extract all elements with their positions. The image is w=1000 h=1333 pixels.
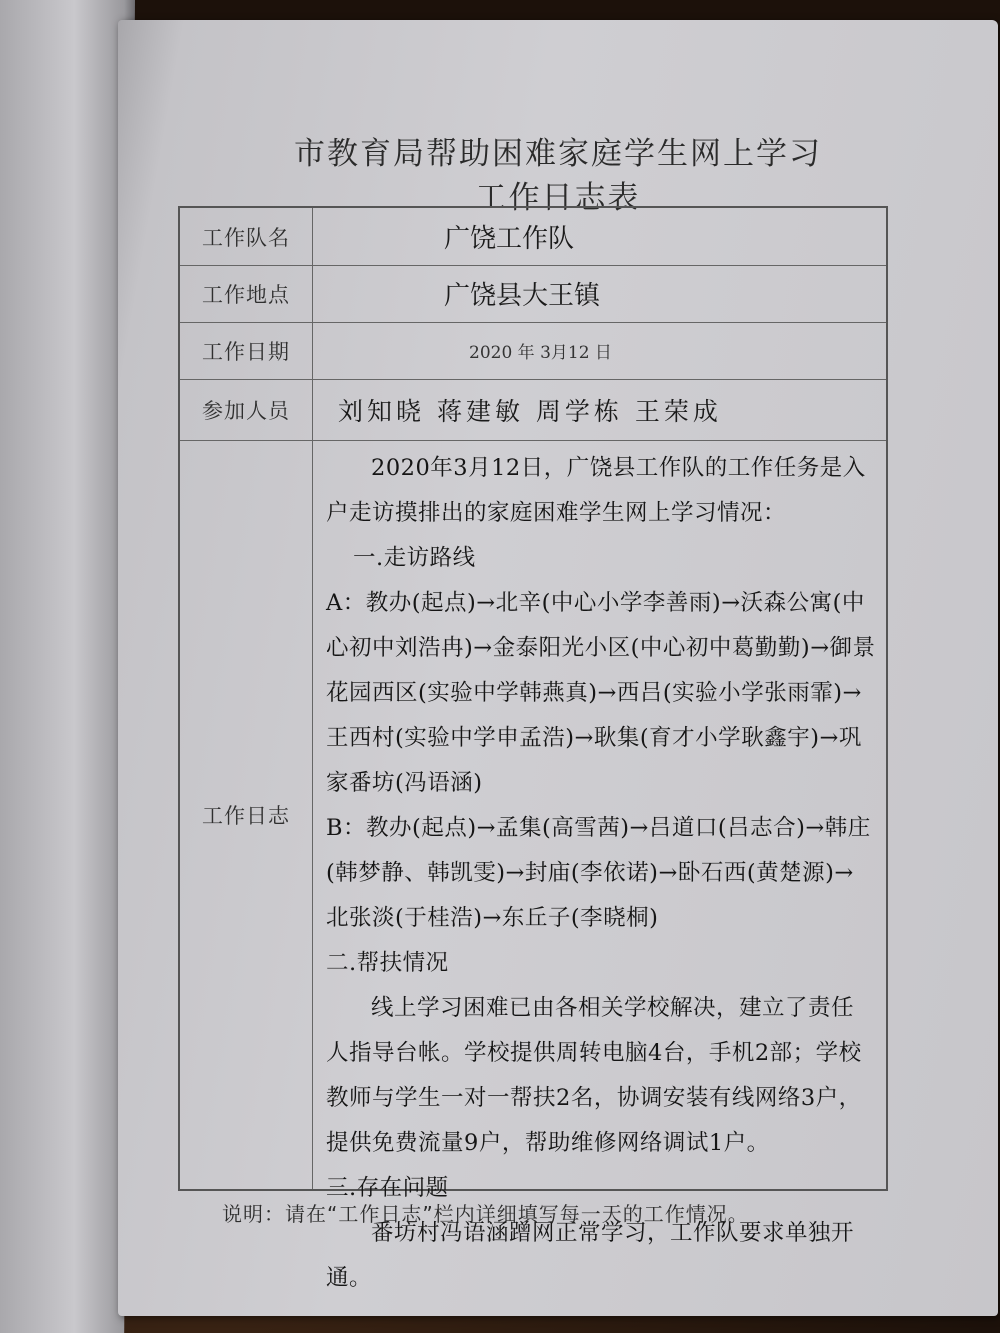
section3-title: 三.存在问题 [326,1175,449,1201]
row-date [180,322,886,380]
people-label: 参加人员 [180,379,313,440]
route-a: A：教办(起点)→北辛(中心小学李善雨)→沃森公寓(中心初中刘浩冉)→金泰阳光小区(中心初中葛勤勤)→御景花园西区(实验中学韩燕真)→西吕(实验小学张雨霏)→王西村(实验中学申孟浩)→耿集(育才小学耿鑫宇)→巩家番坊(冯语涵) [326,590,876,796]
row-place [180,265,886,323]
route-b: B：教办(起点)→孟集(高雪茜)→吕道口(吕志合)→韩庄(韩梦静、韩凯雯)→封庙(李依诺)→卧石西(黄楚源)→北张淡(于桂浩)→东丘子(李晓桐) [326,815,871,931]
date-label: 工作日期 [180,322,313,379]
form-subtitle: 工作日志表 [475,180,641,216]
row-people [180,379,886,441]
team-value: 广饶工作队 [444,224,575,254]
problem-text: 番坊村冯语涵蹭网正常学习，工作队要求单独开通。 [326,1220,855,1291]
row-team [180,208,886,266]
place-value: 广饶县大王镇 [444,281,601,311]
help-text: 线上学习困难已由各相关学校解决，建立了责任人指导台帐。学校提供周转电脑4台，手机2部；学校教师与学生一对一帮扶2名，协调安装有线网络3户，提供免费流量9户，帮助维修网络调试1户。 [326,995,862,1156]
form-title: 市教育局帮助困难家庭学生网上学习 [294,136,822,172]
place-label: 工作地点 [180,265,313,322]
team-label: 工作队名 [180,208,313,265]
section1-title: 一.走访路线 [353,545,476,571]
log-label: 工作日志 [180,440,313,1189]
log-intro: 2020年3月12日，广饶县工作队的工作任务是入户走访摸排出的家庭困难学生网上学习情况： [326,455,866,526]
form-footnote: 说明：请在“工作日志”栏内详细填写每一天的工作情况。 [222,1202,749,1226]
date-value: 2020 年 3月12 日 [469,343,612,363]
people-value: 刘知晓 蒋建敏 周学栋 王荣成 [338,396,722,426]
left-notebook-page [0,0,135,1333]
section2-title: 二.帮扶情况 [326,950,449,976]
